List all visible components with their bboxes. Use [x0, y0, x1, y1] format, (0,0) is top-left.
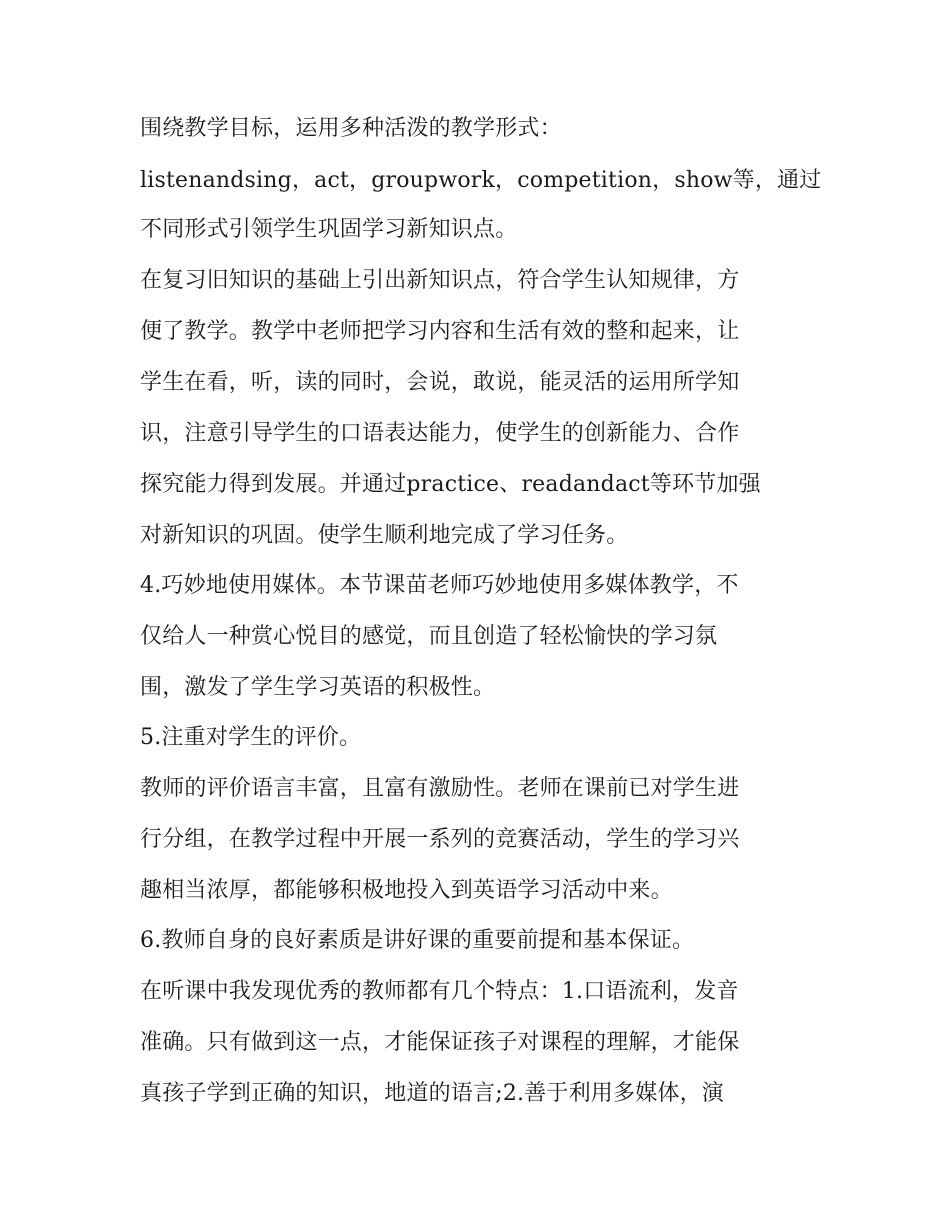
text-line: listenandsing，act，groupwork，competition，show等，通过 — [140, 168, 822, 193]
text-line: 对新知识的巩固。使学生顺利地完成了学习任务。 — [140, 523, 629, 548]
text-line: 不同形式引领学生巩固学习新知识点。 — [140, 217, 518, 242]
text-line: 真孩子学到正确的知识，地道的语言;2.善于利用多媒体，演 — [140, 1081, 725, 1106]
text-line: 教师的评价语言丰富，且富有激励性。老师在课前已对学生进 — [140, 776, 740, 801]
text-line: 便了教学。教学中老师把学习内容和生活有效的整和起来，让 — [140, 319, 740, 344]
text-line: 仅给人一种赏心悦目的感觉，而且创造了轻松愉快的学习氛 — [140, 624, 718, 649]
text-line: 学生在看，听，读的同时，会说，敢说，能灵活的运用所学知 — [140, 370, 740, 395]
text-line: 在听课中我发现优秀的教师都有几个特点：1.口语流利，发音 — [140, 979, 739, 1004]
text-line: 在复习旧知识的基础上引出新知识点，符合学生认知规律，方 — [140, 268, 740, 293]
text-line: 行分组，在教学过程中开展一系列的竞赛活动，学生的学习兴 — [140, 827, 740, 852]
text-line: 探究能力得到发展。并通过practice、readandact等环节加强 — [140, 472, 761, 497]
text-line: 准确。只有做到这一点，才能保证孩子对课程的理解，才能保 — [140, 1030, 740, 1055]
text-line: 4.巧妙地使用媒体。本节课苗老师巧妙地使用多媒体教学，不 — [140, 573, 739, 598]
text-line: 趣相当浓厚，都能够积极地投入到英语学习活动中来。 — [140, 878, 673, 903]
text-line: 围绕教学目标，运用多种活泼的教学形式： — [140, 116, 562, 141]
text-line: 5.注重对学生的评价。 — [140, 725, 362, 750]
text-line: 围，激发了学生学习英语的积极性。 — [140, 675, 496, 700]
text-line: 6.教师自身的良好素质是讲好课的重要前提和基本保证。 — [140, 928, 695, 953]
text-line: 识，注意引导学生的口语表达能力，使学生的创新能力、合作 — [140, 421, 740, 446]
